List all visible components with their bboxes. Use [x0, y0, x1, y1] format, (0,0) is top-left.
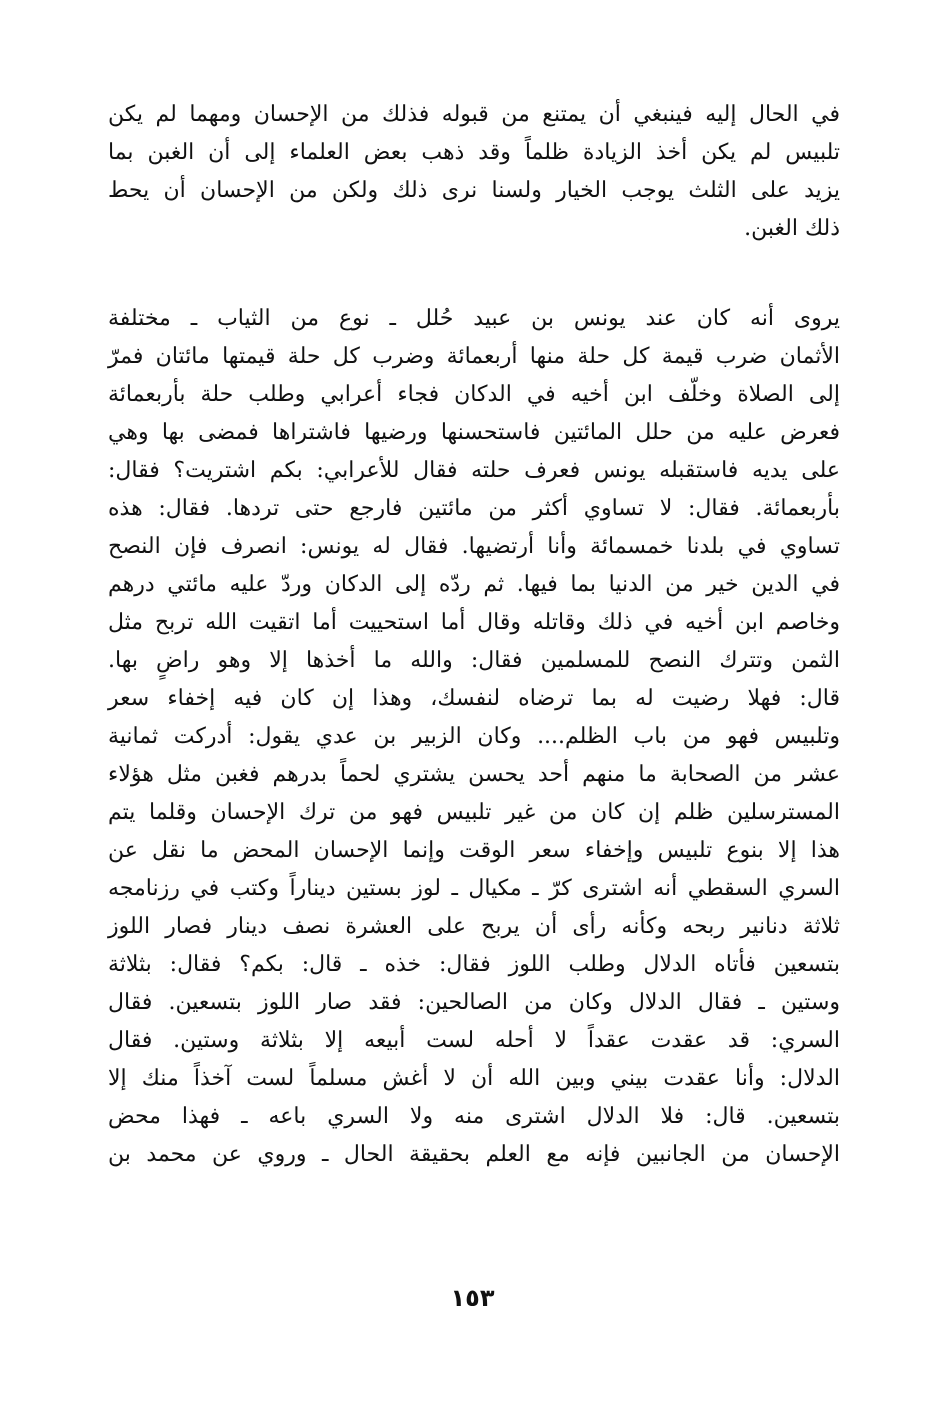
- text-line: بتسعين فأتاه الدلال وطلب اللوز فقال: خذه ـ قال: بكم؟ فقال: بثلاثة: [108, 952, 840, 977]
- text-line: في الحال إليه فينبغي أن يمتنع من قبوله فذلك من الإحسان ومهما لم يكن: [108, 102, 840, 127]
- text-line: في الدين خير من الدنيا بما فيها. ثم ردّه إلى الدكان وردّ عليه مائتي درهم: [108, 572, 840, 597]
- text-line: الإحسان من الجانبين فإنه مع العلم بحقيقة الحال ـ وروي عن محمد بن: [108, 1142, 840, 1167]
- text-line: وستين ـ فقال الدلال وكان من الصالحين: فقد صار اللوز بتسعين. فقال: [108, 990, 840, 1015]
- text-line: يروى أنه كان عند يونس بن عبيد حُلل ـ نوع من الثياب ـ مختلفة: [108, 306, 841, 331]
- text-line: يزيد على الثلث يوجب الخيار ولسنا نرى ذلك ولكن من الإحسان أن يحط: [108, 178, 840, 203]
- page-number: ١٥٣: [450, 1284, 495, 1312]
- text-line: ذلك الغبن.: [744, 216, 840, 241]
- text-line: بأربعمائة. فقال: لا تساوي أكثر من مائتين فارجع حتى تردها. فقال: هذه: [108, 496, 840, 521]
- text-line: الثمن وتترك النصح للمسلمين فقال: والله ما أخذها إلا وهو راضٍ بها.: [108, 648, 840, 673]
- text-line: تساوي في بلدنا خمسمائة وأنا أرتضيها. فقال له يونس: انصرف فإن النصح: [108, 534, 840, 559]
- text-line: الأثمان ضرب قيمة كل حلة منها أربعمائة وضرب كل حلة قيمتها مائتان فمرّ: [108, 344, 840, 369]
- paragraph-1: [108, 96, 840, 248]
- text-line: قال: فهلا رضيت له بما ترضاه لنفسك، وهذا إن كان فيه إخفاء سعر: [108, 686, 840, 711]
- text-line: على يديه فاستقبله يونس فعرف حلته فقال للأعرابي: بكم اشتريت؟ فقال:: [108, 458, 840, 483]
- text-line: فعرض عليه من حلل المائتين فاستحسنها ورضيها فاشتراها فمضى بها وهي: [108, 420, 840, 445]
- text-line: الدلال: وأنا عقدت بيني وبين الله أن لا أغش مسلماً لست آخذاً منك إلا: [108, 1066, 840, 1091]
- text-line: السري السقطي أنه اشترى كرّ ـ مكيال ـ لوز بستين ديناراً وكتب في رزنامجه: [108, 876, 840, 901]
- paragraph-2: [108, 300, 840, 1174]
- text-line: بتسعين. قال: فلا الدلال اشترى منه ولا السري باعه ـ فهذا محض: [108, 1104, 840, 1129]
- text-line: وخاصم ابن أخيه في ذلك وقاتله وقال أما استحييت أما اتقيت الله تربح مثل: [108, 610, 840, 635]
- text-line: عشر من الصحابة ما منهم أحد يحسن يشتري لحماً بدرهم فغبن مثل هؤلاء: [108, 762, 840, 787]
- text-line: ثلاثة دنانير ربحه وكأنه رأى أن يربح على العشرة نصف دينار فصار اللوز: [108, 914, 840, 939]
- text-line: المسترسلين ظلم إن كان من غير تلبيس فهو من ترك الإحسان وقلما يتم: [108, 800, 840, 825]
- text-line: وتلبيس فهو من باب الظلم.... وكان الزبير بن عدي يقول: أدركت ثمانية: [108, 724, 840, 749]
- text-line: تلبيس لم يكن أخذ الزيادة ظلماً وقد ذهب بعض العلماء إلى أن الغبن بما: [108, 140, 840, 165]
- text-line: هذا إلا بنوع تلبيس وإخفاء سعر الوقت وإنما الإحسان المحض ما نقل عن: [108, 838, 840, 863]
- text-line: إلى الصلاة وخلّف ابن أخيه في الدكان فجاء أعرابي وطلب حلة بأربعمائة: [108, 382, 840, 407]
- text-line: السري: قد عقدت عقداً لا أحله لست أبيعه إلا بثلاثة وستين. فقال: [108, 1028, 840, 1053]
